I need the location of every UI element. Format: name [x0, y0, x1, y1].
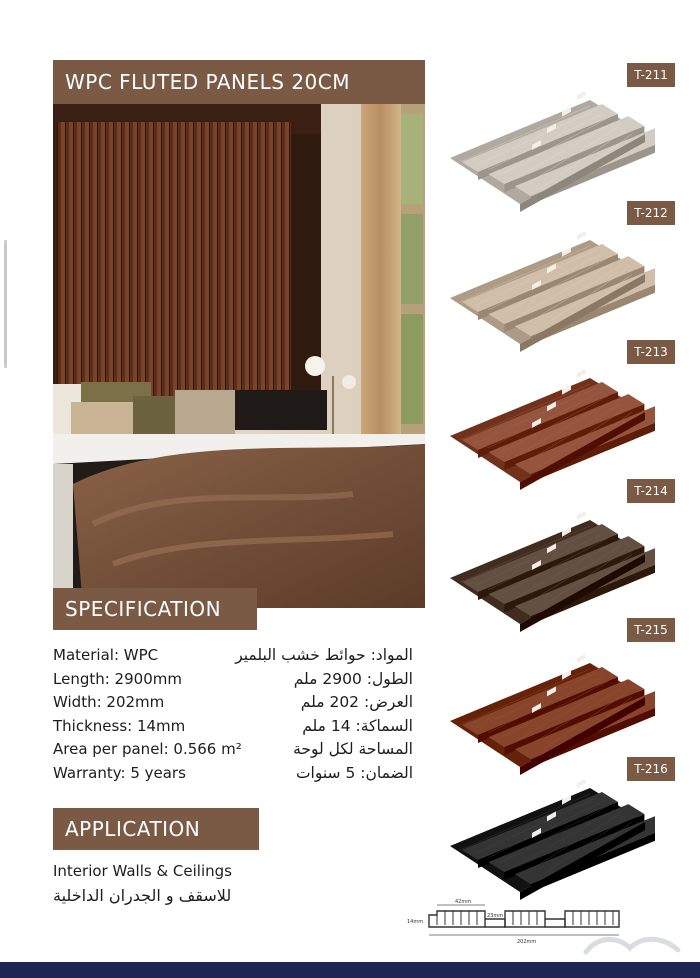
spec-ar: الضمان: 5 سنوات [295, 763, 413, 782]
product-code-t213: T-213 [627, 340, 675, 364]
spec-en: Thickness: 14mm [53, 716, 186, 735]
spec-ar: المواد: حوائط خشب البلمير [235, 646, 413, 664]
profile-dim-bottom: 202mm [517, 939, 537, 945]
specification-heading: SPECIFICATION [53, 588, 257, 630]
application-heading: APPLICATION [53, 808, 259, 850]
product-code-t216: T-216 [627, 757, 675, 781]
application-english: Interior Walls & Ceilings [53, 862, 232, 880]
spec-list [53, 644, 413, 785]
scrollbar[interactable] [4, 240, 7, 368]
spec-row-thickness [53, 715, 413, 739]
panel-image-t213 [440, 370, 655, 490]
spec-en: Width: 202mm [53, 693, 165, 711]
spec-en: Area per panel: 0.566 m² [53, 740, 242, 758]
bedroom-photo [53, 104, 425, 608]
footer-bar [0, 962, 700, 978]
spec-en: Length: 2900mm [53, 669, 182, 688]
spec-en: Material: WPC [53, 646, 159, 664]
panel-image-t211 [440, 92, 655, 212]
profile-dim-middle: 23mm [487, 913, 504, 919]
panel-image-t216 [440, 780, 655, 900]
spec-ar: الطول: 2900 ملم [293, 669, 413, 688]
panel-image-t212 [440, 232, 655, 352]
panel-image-t215 [440, 655, 655, 775]
spec-ar: المساحة لكل لوحة [293, 740, 413, 758]
watermark-logo [578, 930, 688, 960]
spec-ar: السماكة: 14 ملم [302, 716, 413, 735]
product-code-t215: T-215 [627, 618, 675, 642]
spec-row-area [53, 738, 413, 762]
panel-image-t214 [440, 512, 655, 632]
spec-row-warranty [53, 762, 413, 786]
spec-ar: العرض: 202 ملم [300, 693, 413, 711]
profile-dim-top: 42mm [455, 899, 472, 905]
product-code-t212: T-212 [627, 201, 675, 225]
product-code-t214: T-214 [627, 479, 675, 503]
spec-row-length [53, 668, 413, 692]
spec-en: Warranty: 5 years [53, 763, 186, 782]
profile-dim-left: 14mm [407, 919, 424, 925]
product-code-t211: T-211 [627, 63, 675, 87]
application-arabic: للاسقف و الجدران الداخلية [53, 886, 232, 905]
spec-row-width [53, 691, 413, 715]
page-title: WPC FLUTED PANELS 20CM [53, 60, 425, 104]
spec-row-material [53, 644, 413, 668]
